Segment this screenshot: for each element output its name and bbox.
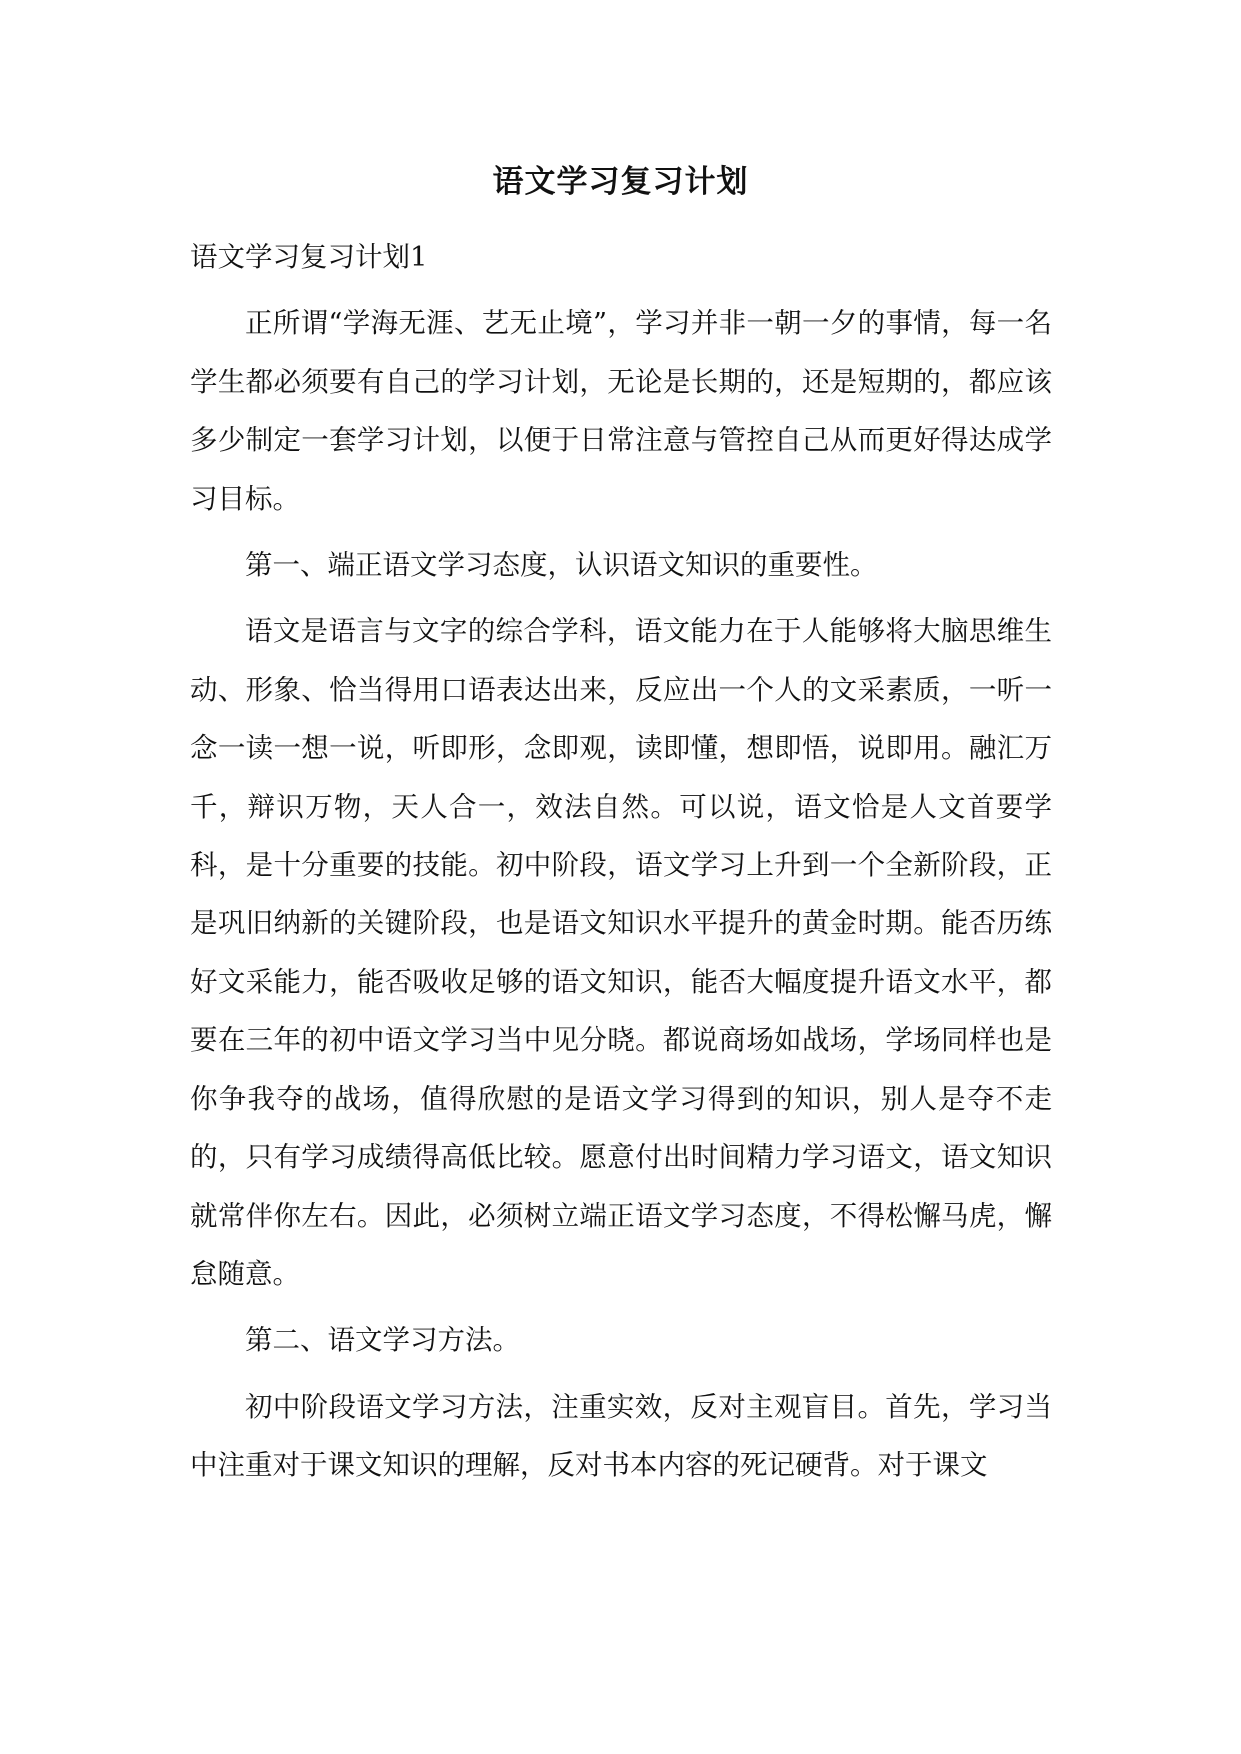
section-subtitle: 语文学习复习计划1 [190,241,428,273]
paragraph-heading-attitude: 第一、端正语文学习态度，认识语文知识的重要性。 [245,549,878,582]
paragraph-intro: 正所谓“学海无涯、艺无止境”，学习并非一朝一夕的事情，每一名学生都必须要有自己的学习计划，无论是长期的，还是短期的，都应该多少制定一套学习计划，以便于日常注意与管控自己从而更好得达成学习目标。 [190,307,1052,515]
document-title: 语文学习复习计划 [492,164,749,200]
paragraph-method-body: 初中阶段语文学习方法，注重实效，反对主观盲目。首先，学习当中注重对于课文知识的理解，反对书本内容的死记硬背。对于课文 [190,1390,1052,1482]
document-body [190,228,1052,1503]
paragraph-heading-method: 第二、语文学习方法。 [245,1324,520,1357]
paragraph-attitude-body: 语文是语言与文字的综合学科，语文能力在于人能够将大脑思维生动、形象、恰当得用口语表达出来，反应出一个人的文采素质，一听一念一读一想一说，听即形，念即观，读即懂，想即悟，说即用。融汇万千，辩识万物，天人合一，效法自然。可以说，语文恰是人文首要学科，是十分重要的技能。初中阶段，语文学习上升到一个全新阶段，正是巩旧纳新的关键阶段，也是语文知识水平提升的黄金时期。能否历练好文采能力，能否吸收足够的语文知识，能否大幅度提升语文水平，都要在三年的初中语文学习当中见分晓。都说商场如战场，学场同样也是你争我夺的战场，值得欣慰的是语文学习得到的知识，别人是夺不走的，只有学习成绩得高低比较。愿意付出时间精力学习语文，语文知识就常伴你左右。因此，必须树立端正语文学习态度，不得松懈马虎，懈怠随意。 [190,615,1052,1290]
